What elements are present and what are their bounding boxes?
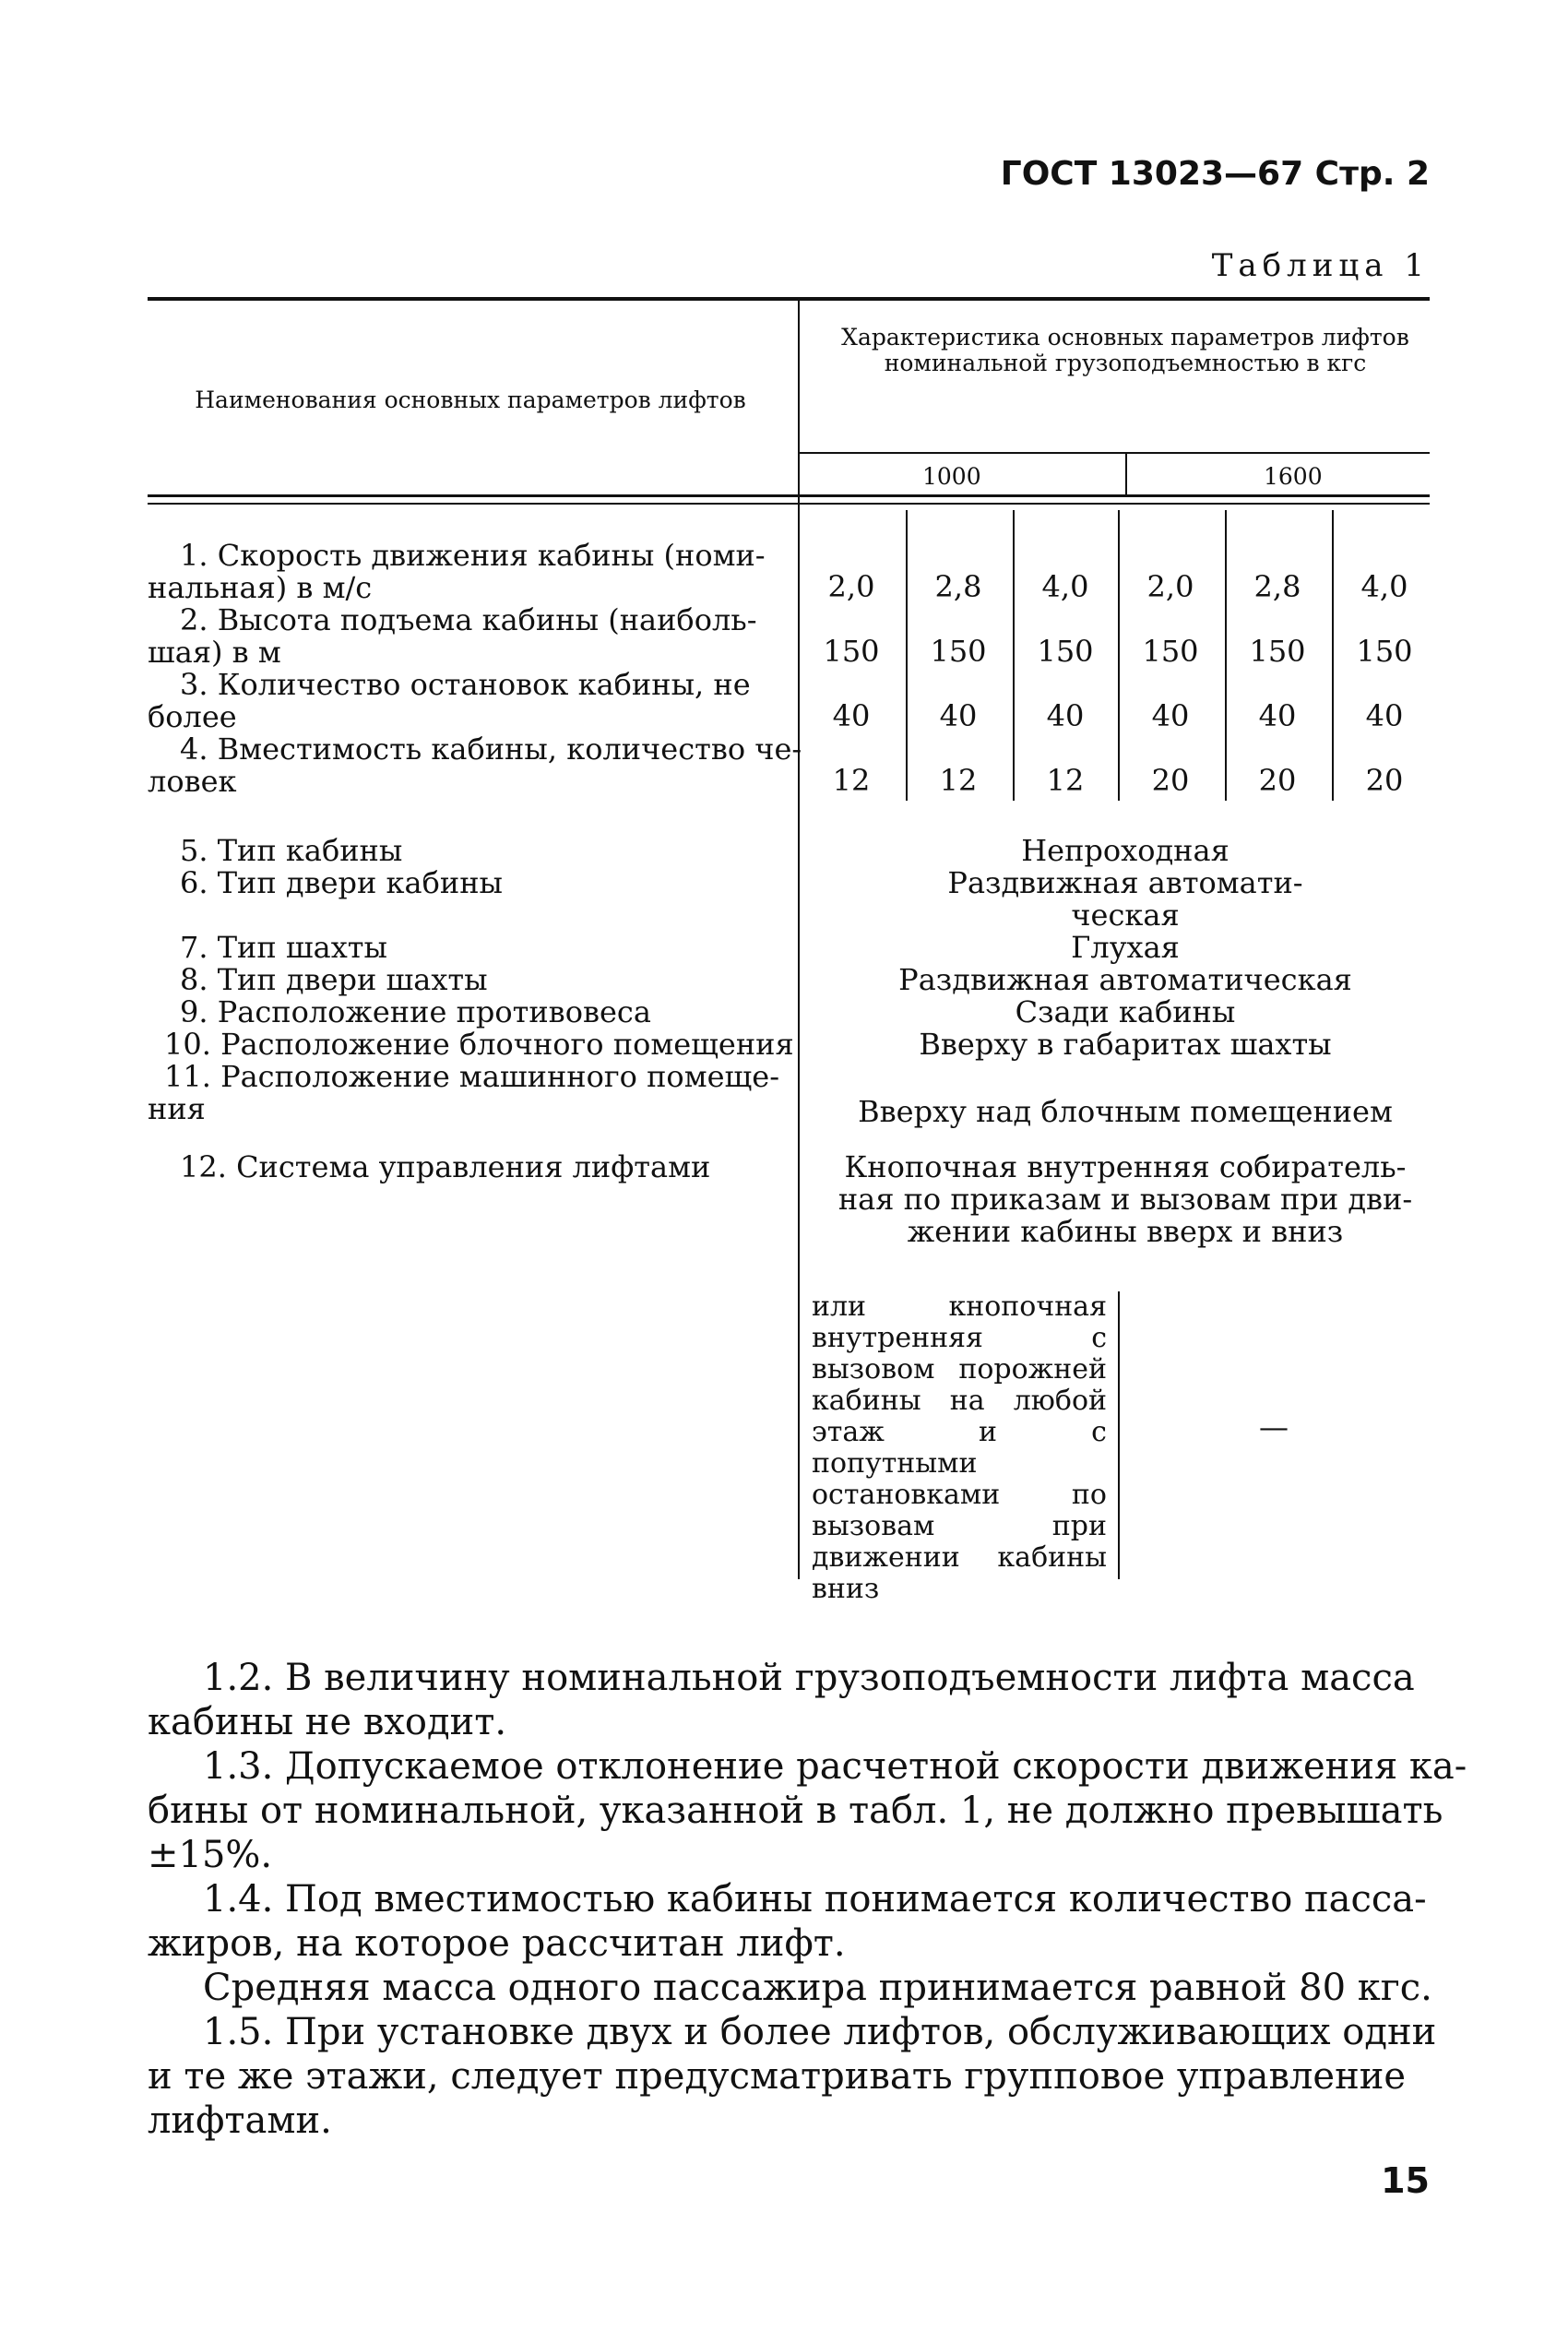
value-cell: 40 (1151, 698, 1190, 733)
control-note-1000: или кнопочная внутренняя с вызовом порожней кабины на любой этаж и с попутными остановками по вызовам при движении кабины вниз (812, 1290, 1107, 1605)
value-cell: 150 (930, 634, 987, 669)
value-cell: 40 (939, 698, 978, 733)
value-cell: 2,8 (1253, 569, 1301, 604)
value-cell: 150 (823, 634, 880, 669)
value-cell: 20 (1365, 763, 1404, 798)
row-label-8: 8. Тип двери шахты (180, 962, 488, 997)
table-top-rule (148, 297, 1430, 301)
value-cell: 12 (1046, 763, 1085, 798)
capacity-divider (1125, 452, 1127, 494)
value-cell: 150 (1037, 634, 1094, 669)
value-cell: 150 (1249, 634, 1306, 669)
value-cell: 2,8 (934, 569, 982, 604)
left-column-header: Наименования основных параметров лифтов (195, 387, 746, 413)
value-cell: 12 (939, 763, 978, 798)
row-label-5: 5. Тип кабины (180, 833, 403, 868)
paragraph-line: лифтами. (148, 2099, 332, 2142)
value-cell: 4,0 (1360, 569, 1408, 604)
paragraph-line: Средняя масса одного пассажира принимается равной 80 кгс. (203, 1967, 1432, 2009)
capacity-1600-header: 1600 (1264, 463, 1323, 490)
row-value-11: Вверху над блочным помещением (858, 1094, 1393, 1129)
value-cell: 2,0 (827, 569, 875, 604)
row-value-7: Глухая (1071, 930, 1180, 965)
row-label-2a: 2. Высота подъема кабины (наиболь- (180, 602, 757, 637)
value-cell: 40 (1046, 698, 1085, 733)
paragraph-line: 1.5. При установке двух и более лифтов, обслуживающих одни (203, 2011, 1437, 2053)
row-label-4a: 4. Вместимость кабины, количество че- (180, 731, 802, 767)
value-cell: 40 (832, 698, 871, 733)
row-label-4b: ловек (148, 764, 237, 799)
row-label-7: 7. Тип шахты (180, 930, 387, 965)
paragraph-line: бины от номинальной, указанной в табл. 1, не должно превышать (148, 1790, 1443, 1832)
row-label-2b: шая) в м (148, 635, 281, 670)
control-note-1600: — (1259, 1409, 1289, 1445)
value-cell: 150 (1142, 634, 1199, 669)
table-caption: Таблица 1 (1211, 247, 1430, 284)
value-cell: 150 (1356, 634, 1413, 669)
row-label-3a: 3. Количество остановок кабины, не (180, 667, 751, 702)
row-label-6: 6. Тип двери кабины (180, 865, 503, 900)
row-value-12: Кнопочная внутренняя собиратель- ная по приказам и вызовам при дви- жении кабины вверх и вниз (837, 1149, 1413, 1249)
header-bottom-rule (148, 494, 1430, 497)
paragraph-line: жиров, на которое рассчитан лифт. (148, 1922, 846, 1965)
header-bottom-rule-2 (148, 503, 1430, 505)
page-number: 15 (1381, 2160, 1430, 2201)
row-value-10: Вверху в габаритах шахты (919, 1027, 1332, 1062)
paragraph-line: 1.3. Допускаемое отклонение расчетной скорости движения ка- (203, 1745, 1467, 1788)
value-cell: 40 (1258, 698, 1297, 733)
value-cell: 20 (1258, 763, 1297, 798)
value-cell: 4,0 (1041, 569, 1089, 604)
value-cell: 40 (1365, 698, 1404, 733)
paragraph-line: ±15%. (148, 1834, 273, 1876)
row-value-9: Сзади кабины (1015, 994, 1236, 1029)
value-cell: 20 (1151, 763, 1190, 798)
row-value-8: Раздвижная автоматическая (898, 962, 1352, 997)
right-column-header: Характеристика основных параметров лифтов номинальной грузоподъемностью в кгс (841, 324, 1409, 376)
note-cell-divider (1118, 1291, 1120, 1579)
value-cell: 2,0 (1146, 569, 1194, 604)
row-label-9: 9. Расположение противовеса (180, 994, 651, 1029)
row-label-1b: нальная) в м/с (148, 570, 373, 605)
paragraph-line: и те же этажи, следует предусматривать групповое управление (148, 2055, 1407, 2098)
row-label-10: 10. Расположение блочного помещения (164, 1027, 794, 1062)
row-label-3b: более (148, 699, 237, 734)
row-value-6: Раздвижная автомати- ческая (947, 865, 1303, 933)
paragraph-line: 1.2. В величину номинальной грузоподъемности лифта масса (203, 1657, 1415, 1699)
value-cell: 12 (832, 763, 871, 798)
paragraph-line: 1.4. Под вместимостью кабины понимается количество пасса- (203, 1878, 1427, 1921)
row-label-12: 12. Система управления лифтами (180, 1149, 711, 1184)
row-label-1a: 1. Скорость движения кабины (номи- (180, 538, 766, 573)
running-header: ГОСТ 13023—67 Стр. 2 (1000, 155, 1430, 193)
capacity-1000-header: 1000 (922, 463, 981, 490)
row-value-5: Непроходная (1021, 833, 1229, 868)
header-subrule (798, 452, 1430, 454)
table-column-divider (798, 297, 800, 1579)
paragraph-line: кабины не входит. (148, 1701, 507, 1743)
row-label-11: 11. Расположение машинного помеще- ния (148, 1059, 780, 1126)
